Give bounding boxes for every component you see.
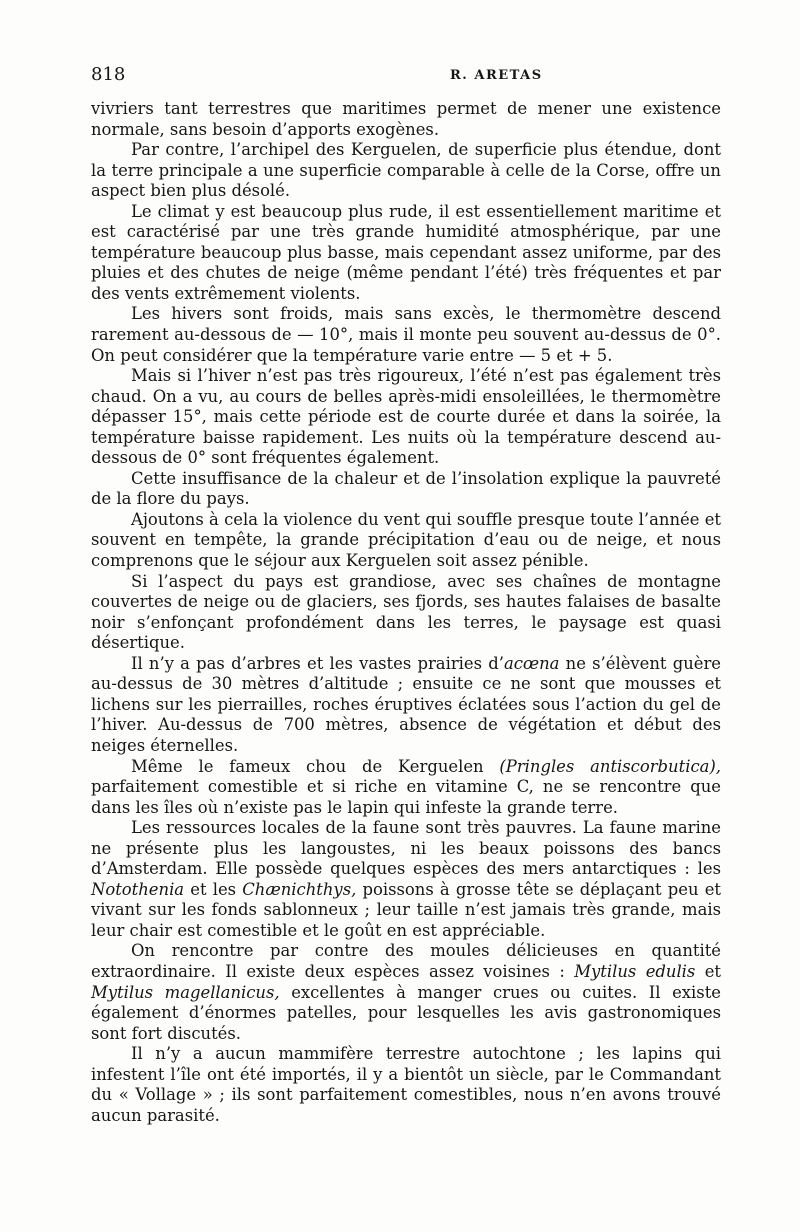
paragraph-10-text-a: Même le fameux chou de Kerguelen (131, 756, 500, 776)
paragraph-12-italic-mytilus-edulis: Mytilus edulis (574, 961, 696, 981)
paragraph-11-text-b: et les (184, 879, 243, 899)
paragraph-5-text: Mais si l’hiver n’est pas très rigoureux, l’été n’est pas également très chaud. On a vu, au cours de belles après-midi ensoleillées, le thermomètre dépasser 15°, mais cette période est de courte durée et dans la soirée, la température baisse rapidement. Les nuits où la température descend au-dessous de 0° sont fréquentes également. (91, 366, 721, 468)
paragraph-7 (91, 510, 721, 572)
paragraph-2-text: Par contre, l’archipel des Kerguelen, de superficie plus étendue, dont la terre principale a une superficie comparable à celle de la Corse, offre un aspect bien plus désolé. (91, 140, 721, 201)
paragraph-11-italic-chaenichthys: Chænichthys, (242, 879, 357, 899)
paragraph-8 (91, 572, 721, 654)
paragraph-2 (91, 140, 721, 202)
paragraph-10-italic-species: (Pringles antiscorbutica), (499, 756, 721, 776)
paragraph-11-text-a: Les ressources locales de la faune sont très pauvres. La faune marine ne présente plus les langoustes, ni les beaux poissons des bancs d’Amsterdam. Elle possède quelques espèces des mers antarctiques : les (91, 818, 721, 879)
paragraph-5 (91, 366, 721, 469)
paragraph-4 (91, 304, 721, 366)
paragraph-6-text: Cette insuffisance de la chaleur et de l’insolation explique la pauvreté de la flore du pays. (91, 468, 721, 509)
paragraph-8-text: Si l’aspect du pays est grandiose, avec ses chaînes de montagne couvertes de neige ou de glaciers, ses fjords, ses hautes falaises de basalte noir s’enfonçant profondément dans les terres, le paysage est quasi désertique. (91, 571, 721, 653)
paragraph-12-italic-mytilus-magellanicus: Mytilus magellanicus, (91, 982, 280, 1002)
paragraph-9-italic-acoena: acœna (503, 653, 560, 673)
paragraph-6 (91, 469, 721, 510)
page-number: 818 (91, 64, 126, 85)
paragraph-4-text: Les hivers sont froids, mais sans excès, le thermomètre descend rarement au-dessous de — 10°, mais il monte peu souvent au-dessus de 0°. On peut considérer que la température varie entre — 5 et + 5. (91, 304, 721, 365)
paragraph-10-text-b: parfaitement comestible et si riche en vitamine C, ne se rencontre que dans les îles où n’existe pas le lapin qui infeste la grande terre. (91, 777, 721, 817)
paragraph-12-text-b: et (695, 961, 722, 981)
paragraph-1 (91, 99, 721, 140)
paragraph-10 (91, 757, 721, 819)
paragraph-11-text-c: poissons à grosse tête se déplaçant peu et vivant sur les fonds sablonneux ; leur taille n’est jamais très grande, mais leur chair est comestible et le goût en est appréciable. (91, 879, 721, 940)
paragraph-13 (91, 1044, 721, 1126)
paragraph-12-text-c: excellentes à manger crues ou cuites. Il existe également d’énormes patelles, pour lesquelles les avis gastronomiques sont fort discutés. (91, 982, 721, 1043)
paragraph-9 (91, 654, 721, 757)
running-head: R. ARETAS (450, 68, 543, 83)
paragraph-7-text: Ajoutons à cela la violence du vent qui souffle presque toute l’année et souvent en tempête, la grande précipitation d’eau ou de neige, et nous comprenons que le séjour aux Kerguelen soit assez pénible. (91, 509, 721, 571)
paragraph-1-text: vivriers tant terrestres que maritimes permet de mener une existence normale, sans besoin d’apports exogènes. (91, 99, 721, 139)
paragraph-12 (91, 941, 721, 1044)
paragraph-11 (91, 818, 721, 941)
paragraph-9-text-b: ne s’élèvent guère au-dessus de 30 mètres d’altitude ; ensuite ce ne sont que mousses et lichens sur les pierrailles, roches éruptives éclatées sous l’action du gel de l’hiver. Au-dessus de 700 mètres, absence de végétation et début des neiges éternelles. (91, 653, 722, 755)
paragraph-3 (91, 202, 721, 305)
paragraph-9-text-a: Il n’y a pas d’arbres et les vastes prairies d’ (131, 653, 504, 673)
paragraph-13-text: Il n’y a aucun mammifère terrestre autochtone ; les lapins qui infestent l’île ont été importés, il y a bientôt un siècle, par le Commandant du « Vollage » ; ils sont parfaitement comestibles, nous n’en avons trouvé aucun parasité. (91, 1044, 721, 1125)
paragraph-11-italic-notothenia: Notothenia (91, 879, 185, 899)
page-header (91, 64, 721, 88)
article-body (91, 99, 721, 1126)
paragraph-3-text: Le climat y est beaucoup plus rude, il est essentiellement maritime et est caractérisé par une très grande humidité atmosphérique, par une température beaucoup plus basse, mais cependant assez uniforme, par des pluies et des chutes de neige (même pendant l’été) très fréquentes et par des vents extrêmement violents. (91, 201, 721, 303)
paragraph-12-text-a: On rencontre par contre des moules délicieuses en quantité extraordinaire. Il existe deux espèces assez voisines : (91, 941, 721, 981)
